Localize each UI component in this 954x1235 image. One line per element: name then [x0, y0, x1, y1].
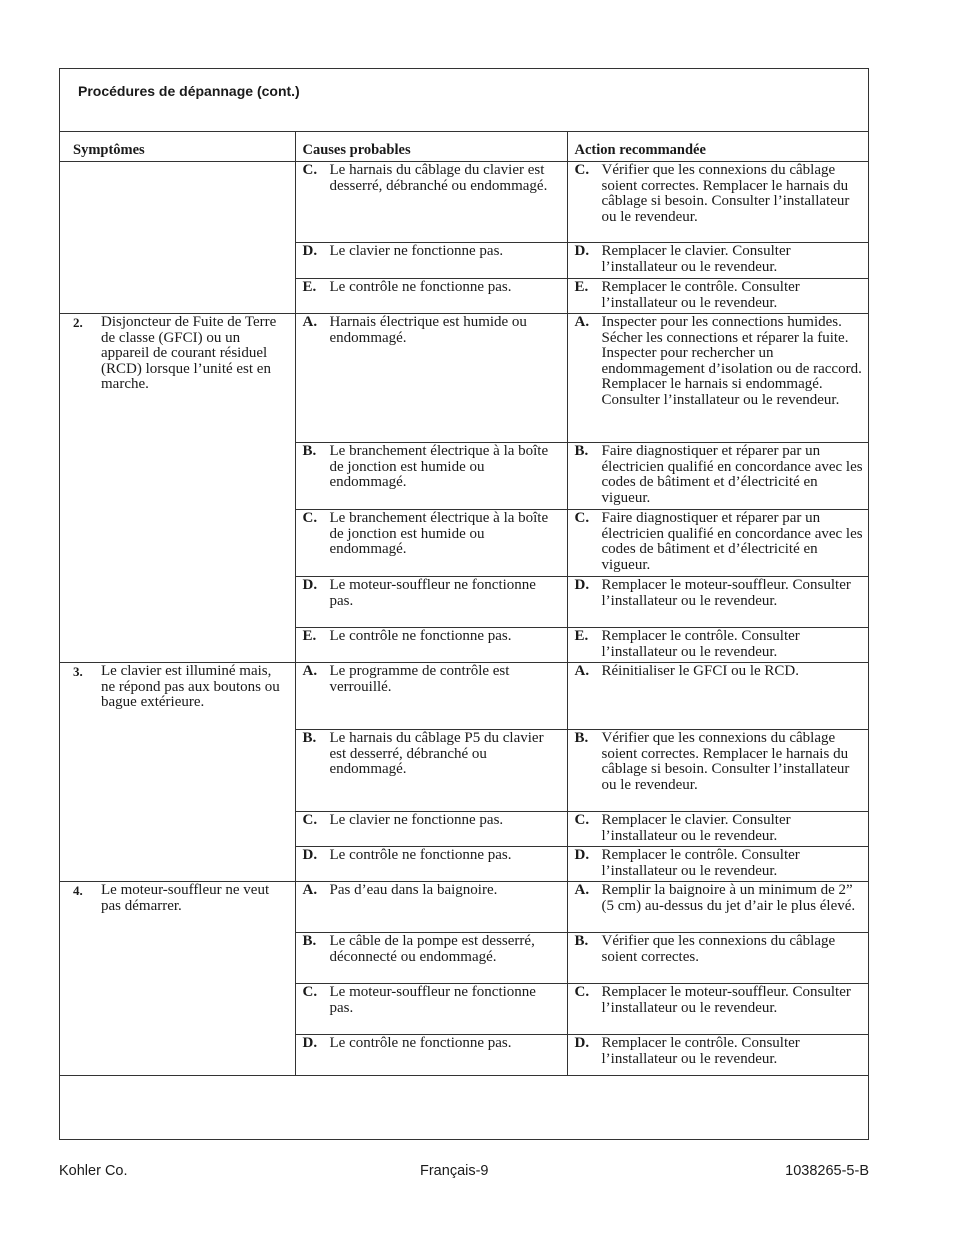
- action-text: Vérifier que les connexions du câblage soient correctes. Remplacer le harnais du câblage si besoin. Consulter l’installateur ou le revendeur.: [601, 162, 850, 225]
- cause-cell: [295, 510, 567, 577]
- footer-document-number: 1038265-5-B: [785, 1163, 869, 1179]
- cause-text: Le branchement électrique à la boîte de jonction est humide ou endommagé.: [329, 510, 549, 558]
- cause-text: Le contrôle ne fonctionne pas.: [329, 279, 512, 295]
- header-actions: Action recommandée: [567, 132, 869, 162]
- header-symptoms: Symptômes: [59, 132, 295, 162]
- cause-letter: B.: [302, 933, 317, 949]
- action-text: Faire diagnostiquer et réparer par un électricien qualifié en concordance avec les codes de bâtiment et d’électricité en vigueur.: [601, 443, 863, 506]
- cause-cell: [295, 847, 567, 882]
- footer-page-number: Français-9: [420, 1163, 489, 1179]
- action-cell: [567, 162, 869, 243]
- cause-text: Le clavier ne fonctionne pas.: [329, 243, 504, 259]
- action-letter: D.: [574, 243, 590, 259]
- action-letter: C.: [574, 984, 590, 1000]
- cause-cell: [295, 1035, 567, 1076]
- action-cell: [567, 812, 869, 847]
- cause-cell: [295, 162, 567, 243]
- action-text: Faire diagnostiquer et réparer par un électricien qualifié en concordance avec les codes de bâtiment et d’électricité en vigueur.: [601, 510, 863, 573]
- symptom-text: Le clavier est illuminé mais, ne répond pas aux boutons ou bague extérieure.: [101, 663, 280, 711]
- table-header-row: [59, 132, 869, 162]
- table-row: [59, 162, 869, 243]
- cause-letter: D.: [302, 1035, 318, 1051]
- cause-cell: [295, 984, 567, 1035]
- action-letter: B.: [574, 730, 589, 746]
- cause-text: Le moteur-souffleur ne fonctionne pas.: [329, 984, 536, 1016]
- action-text: Remplacer le contrôle. Consulter l’installateur ou le revendeur.: [601, 847, 800, 879]
- action-letter: D.: [574, 847, 590, 863]
- cause-cell: [295, 933, 567, 984]
- cause-cell: [295, 279, 567, 314]
- action-text: Remplacer le clavier. Consulter l’installateur ou le revendeur.: [601, 812, 791, 844]
- section-title: Procédures de dépannage (cont.): [78, 83, 300, 99]
- action-letter: C.: [574, 812, 590, 828]
- table-row: [59, 663, 869, 730]
- cause-text: Le harnais du câblage du clavier est desserré, débranché ou endommagé.: [329, 162, 548, 194]
- troubleshooting-table: [59, 131, 869, 1076]
- symptom-cell: [59, 162, 295, 314]
- symptom-cell: [59, 663, 295, 882]
- cause-cell: [295, 663, 567, 730]
- cause-cell: [295, 443, 567, 510]
- action-letter: D.: [574, 1035, 590, 1051]
- action-cell: [567, 730, 869, 812]
- action-cell: [567, 279, 869, 314]
- cause-letter: D.: [302, 847, 318, 863]
- header-causes: Causes probables: [295, 132, 567, 162]
- cause-text: Le harnais du câblage P5 du clavier est desserré, débranché ou endommagé.: [329, 730, 544, 778]
- action-text: Remplacer le moteur-souffleur. Consulter l’installateur ou le revendeur.: [601, 577, 851, 609]
- table-row: [59, 314, 869, 443]
- symptom-number: 4.: [73, 883, 83, 898]
- cause-letter: D.: [302, 577, 318, 593]
- table-row: [59, 882, 869, 933]
- action-text: Réinitialiser le GFCI ou le RCD.: [601, 663, 799, 679]
- action-letter: B.: [574, 443, 589, 459]
- cause-letter: A.: [302, 882, 318, 898]
- cause-text: Le contrôle ne fonctionne pas.: [329, 1035, 512, 1051]
- cause-cell: [295, 730, 567, 812]
- action-cell: [567, 933, 869, 984]
- cause-letter: C.: [302, 812, 318, 828]
- cause-cell: [295, 812, 567, 847]
- footer-company: Kohler Co.: [59, 1163, 128, 1179]
- action-cell: [567, 628, 869, 663]
- table-body: [59, 162, 869, 1076]
- symptom-text: Le moteur-souffleur ne veut pas démarrer.: [101, 882, 270, 914]
- cause-text: Harnais électrique est humide ou endommagé.: [329, 314, 527, 346]
- cause-letter: B.: [302, 443, 317, 459]
- action-cell: [567, 243, 869, 279]
- action-text: Vérifier que les connexions du câblage soient correctes. Remplacer le harnais du câblage si besoin. Consulter l’installateur ou le revendeur.: [601, 730, 850, 793]
- cause-letter: E.: [302, 628, 317, 644]
- action-cell: [567, 314, 869, 443]
- action-text: Remplacer le clavier. Consulter l’installateur ou le revendeur.: [601, 243, 791, 275]
- cause-text: Le contrôle ne fonctionne pas.: [329, 847, 512, 863]
- cause-letter: E.: [302, 279, 317, 295]
- cause-cell: [295, 243, 567, 279]
- cause-text: Le programme de contrôle est verrouillé.: [329, 663, 510, 695]
- cause-letter: A.: [302, 314, 318, 330]
- action-letter: C.: [574, 510, 590, 526]
- cause-cell: [295, 314, 567, 443]
- action-cell: [567, 847, 869, 882]
- symptom-number: 2.: [73, 315, 83, 330]
- action-letter: A.: [574, 882, 590, 898]
- action-text: Inspecter pour les connections humides. Sécher les connections et réparer la fuite. Inspecter pour rechercher un endommagement d’isolation ou de raccord. Remplacer le harnais si endommagé. Consulter l’installateur ou le revendeur.: [601, 314, 862, 408]
- symptom-cell: [59, 882, 295, 1076]
- cause-letter: C.: [302, 510, 318, 526]
- action-cell: [567, 663, 869, 730]
- cause-letter: A.: [302, 663, 318, 679]
- symptom-number: 3.: [73, 664, 83, 679]
- action-cell: [567, 443, 869, 510]
- cause-cell: [295, 577, 567, 628]
- action-letter: E.: [574, 628, 589, 644]
- action-letter: D.: [574, 577, 590, 593]
- cause-letter: D.: [302, 243, 318, 259]
- action-text: Remplacer le contrôle. Consulter l’installateur ou le revendeur.: [601, 279, 800, 311]
- action-letter: A.: [574, 663, 590, 679]
- action-text: Vérifier que les connexions du câblage soient correctes.: [601, 933, 836, 965]
- action-text: Remplacer le contrôle. Consulter l’installateur ou le revendeur.: [601, 628, 800, 660]
- cause-text: Pas d’eau dans la baignoire.: [329, 882, 498, 898]
- cause-text: Le câble de la pompe est desserré, déconnecté ou endommagé.: [329, 933, 535, 965]
- symptom-cell: [59, 314, 295, 663]
- symptom-text: Disjoncteur de Fuite de Terre de classe (GFCI) ou un appareil de courant résiduel (RCD) lorsque l’unité est en marche.: [101, 314, 277, 393]
- action-cell: [567, 1035, 869, 1076]
- cause-text: Le contrôle ne fonctionne pas.: [329, 628, 512, 644]
- cause-cell: [295, 882, 567, 933]
- action-letter: C.: [574, 162, 590, 178]
- action-cell: [567, 577, 869, 628]
- action-letter: B.: [574, 933, 589, 949]
- cause-text: Le branchement électrique à la boîte de jonction est humide ou endommagé.: [329, 443, 549, 491]
- cause-text: Le clavier ne fonctionne pas.: [329, 812, 504, 828]
- cause-letter: B.: [302, 730, 317, 746]
- cause-letter: C.: [302, 984, 318, 1000]
- action-cell: [567, 510, 869, 577]
- action-text: Remplir la baignoire à un minimum de 2” (5 cm) au-dessus du jet d’air le plus élevé.: [601, 882, 856, 914]
- action-text: Remplacer le moteur-souffleur. Consulter l’installateur ou le revendeur.: [601, 984, 851, 1016]
- action-text: Remplacer le contrôle. Consulter l’installateur ou le revendeur.: [601, 1035, 800, 1067]
- action-cell: [567, 882, 869, 933]
- cause-letter: C.: [302, 162, 318, 178]
- cause-cell: [295, 628, 567, 663]
- action-letter: A.: [574, 314, 590, 330]
- action-letter: E.: [574, 279, 589, 295]
- action-cell: [567, 984, 869, 1035]
- cause-text: Le moteur-souffleur ne fonctionne pas.: [329, 577, 536, 609]
